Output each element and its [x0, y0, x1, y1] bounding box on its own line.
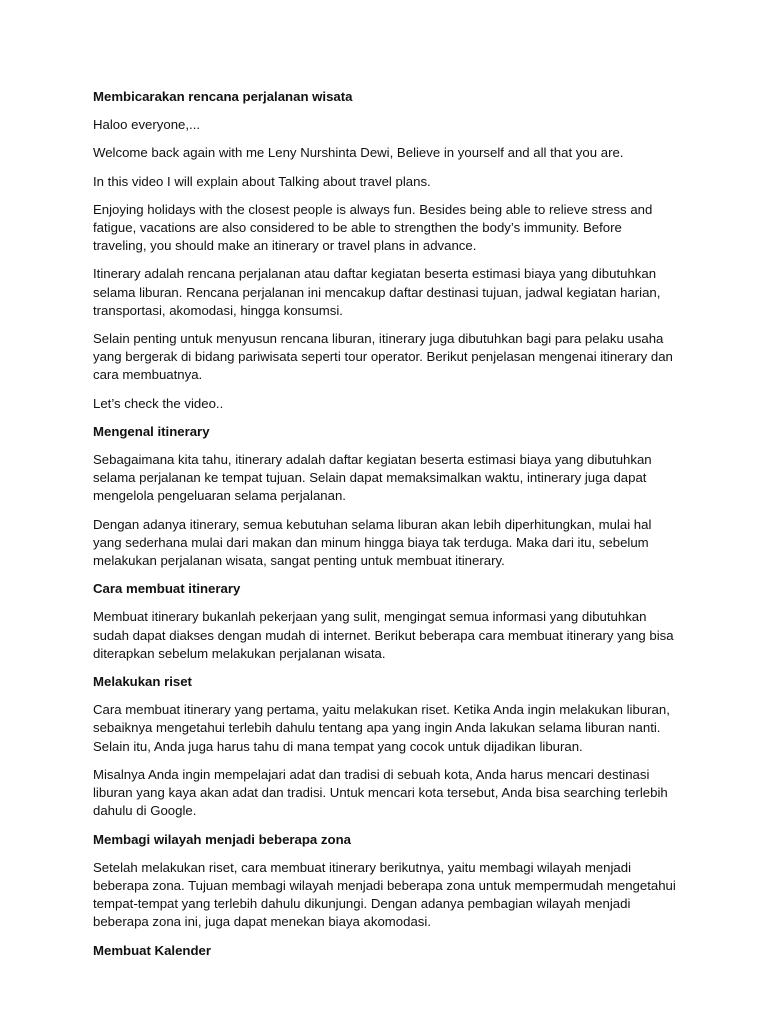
body-paragraph: Selain penting untuk menyusun rencana liburan, itinerary juga dibutuhkan bagi para pelaku usaha yang bergerak di bidang pariwisata seperti tour operator. Berikut penjelasan mengenai itinerary dan cara membuatnya. — [93, 331, 673, 383]
body-paragraph: Let’s check the video.. — [93, 395, 224, 411]
body-paragraph: Enjoying holidays with the closest people is always fun. Besides being able to relieve stress and fatigue, vacations are also considered to be able to strengthen the body’s immunity. Before traveling, you should make an itinerary or travel plans in advance. — [93, 201, 653, 254]
section-heading: Membuat Kalender — [93, 942, 211, 958]
body-paragraph: Misalnya Anda ingin mempelajari adat dan tradisi di sebuah kota, Anda harus mencari destinasi liburan yang kaya akan adat dan tradisi. Untuk mencari kota tersebut, Anda bisa searching terlebih dahulu di Google. — [93, 766, 668, 819]
document-body — [93, 88, 683, 970]
section-heading: Melakukan riset — [93, 674, 192, 690]
body-paragraph: Dengan adanya itinerary, semua kebutuhan selama liburan akan lebih diperhitungkan, mulai hal yang sederhana mulai dari makan dan minum hingga biaya tak terduga. Maka dari itu, sebelum melakukan perjalanan wisata, sangat penting untuk membuat itinerary. — [93, 516, 652, 569]
section-heading: Mengenal itinerary — [93, 423, 210, 439]
greeting-paragraph: Haloo everyone,... — [93, 117, 201, 133]
intro-paragraph: In this video I will explain about Talking about travel plans. — [93, 173, 431, 189]
body-paragraph: Cara membuat itinerary yang pertama, yaitu melakukan riset. Ketika Anda ingin melakukan liburan, sebaiknya mengetahui terlebih dahulu tentang apa yang ingin Anda lakukan selama liburan nanti. Selain itu, Anda juga harus tahu di mana tempat yang cocok untuk dijadikan liburan. — [93, 702, 670, 754]
welcome-paragraph: Welcome back again with me Leny Nurshinta Dewi, Believe in yourself and all that you are. — [93, 145, 624, 161]
body-paragraph: Sebagaimana kita tahu, itinerary adalah daftar kegiatan beserta estimasi biaya yang dibutuhkan selama perjalanan ke tempat tujuan. Selain dapat memaksimalkan waktu, intinerary juga dapat mengelola pengeluaran selama perjalanan. — [93, 452, 652, 504]
body-paragraph: Membuat itinerary bukanlah pekerjaan yang sulit, mengingat semua informasi yang dibutuhkan sudah dapat diakses dengan mudah di internet. Berikut beberapa cara membuat itinerary yang bisa diterapkan sebelum melakukan perjalanan wisata. — [93, 609, 674, 661]
section-heading: Membagi wilayah menjadi beberapa zona — [93, 831, 351, 847]
body-paragraph: Setelah melakukan riset, cara membuat itinerary berikutnya, yaitu membagi wilayah menjadi beberapa zona. Tujuan membagi wilayah menjadi beberapa zona untuk mempermudah mengetahui tempat-tempat yang terlebih dahulu dikunjungi. Dengan adanya pembagian wilayah menjadi beberapa zona ini, juga dapat menekan biaya akomodasi. — [93, 859, 676, 930]
document-title: Membicarakan rencana perjalanan wisata — [93, 89, 353, 104]
section-heading: Cara membuat itinerary — [93, 581, 241, 597]
body-paragraph: Itinerary adalah rencana perjalanan atau daftar kegiatan beserta estimasi biaya yang dibutuhkan selama liburan. Rencana perjalanan ini mencakup daftar destinasi tujuan, jadwal kegiatan harian, transportasi, akomodasi, hingga konsumsi. — [93, 266, 661, 318]
